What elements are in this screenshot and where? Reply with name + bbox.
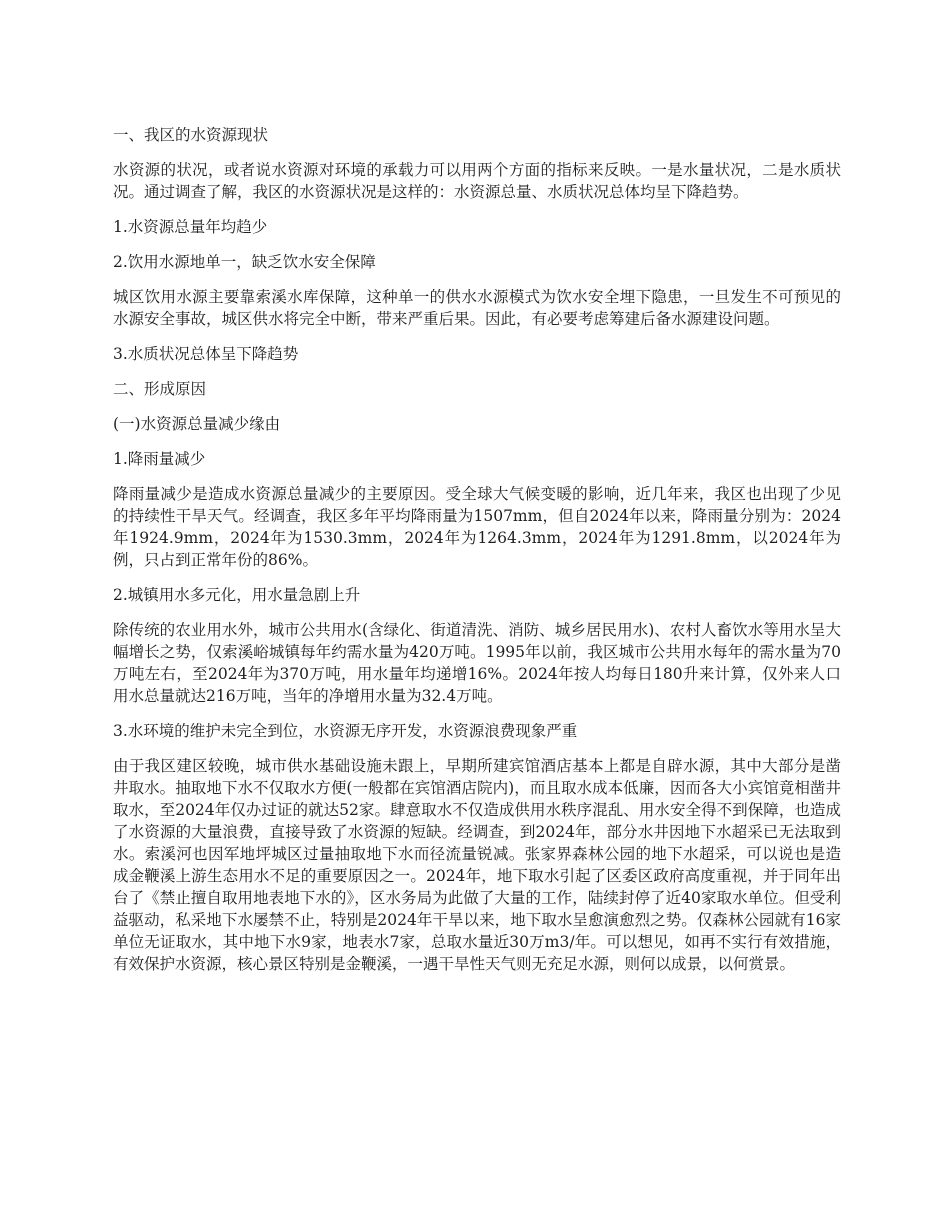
subheading-quality-decline: 3.水质状况总体呈下降趋势 <box>113 345 299 363</box>
section-heading-2: 二、形成原因 <box>113 380 207 398</box>
subheading-total-decrease: 1.水资源总量年均趋少 <box>113 218 268 236</box>
document-body <box>113 124 841 988</box>
paragraph-environment: 由于我区建区较晚，城市供水基础设施未跟上，早期所建宾馆酒店基本上都是自辟水源，其中大部分是凿井取水。抽取地下水不仅取水方便(一般都在宾馆酒店院内)，而且取水成本低廉，因而各大小宾馆竟相凿井取水，至2024年仅办过证的就达52家。肆意取水不仅造成供用水秩序混乱、用水安全得不到保障，也造成了水资源的大量浪费，直接导致了水资源的短缺。经调查，到2024年，部分水井因地下水超采已无法取到水。索溪河也因军地坪城区过量抽取地下水而径流量锐减。张家界森林公园的地下水超采，可以说也是造成金鞭溪上游生态用水不足的重要原因之一。2024年，地下取水引起了区委区政府高度重视，并于同年出台了《禁止擅自取用地表地下水的》，区水务局为此做了大量的工作，陆续封停了近40家取水单位。但受利益驱动，私采地下水屡禁不止，特别是2024年干旱以来，地下取水呈愈演愈烈之势。仅森林公园就有16家单位无证取水，其中地下水9家，地表水7家，总取水量近30万m3/年。可以想见，如再不实行有效措施，有效保护水资源，核心景区特别是金鞭溪，一遇干旱性天气则无充足水源，则何以成景，以何赏景。 <box>113 757 841 973</box>
paragraph-urban-usage: 除传统的农业用水外，城市公共用水(含绿化、街道清洗、消防、城乡居民用水)、农村人畜饮水等用水呈大幅增长之势，仅索溪峪城镇每年约需水量为420万吨。1995年以前，我区城市公共用水每年的需水量为70万吨左右，至2024年为370万吨，用水量年均递增16%。2024年按人均每日180升来计算，仅外来人口用水总量就达216万吨，当年的净增用水量为32.4万吨。 <box>113 621 841 705</box>
section-heading-1: 一、我区的水资源现状 <box>113 126 269 144</box>
subheading-single-source: 2.饮用水源地单一，缺乏饮水安全保障 <box>113 253 376 271</box>
paragraph-rainfall: 降雨量减少是造成水资源总量减少的主要原因。受全球大气候变暖的影响，近几年来，我区也出现了少见的持续性干旱天气。经调查，我区多年平均降雨量为1507mm，但自2024年以来，降雨量分别为：2024年1924.9mm，2024年为1530.3mm，2024年为1264.3mm，2024年为1291.8mm，以2024年为例，只占到正常年份的86%。 <box>113 485 841 569</box>
subheading-environment: 3.水环境的维护未完全到位，水资源无序开发，水资源浪费现象严重 <box>113 722 578 740</box>
paragraph-single-source: 城区饮用水源主要靠索溪水库保障，这种单一的供水水源模式为饮水安全埋下隐患，一旦发生不可预见的水源安全事故，城区供水将完全中断，带来严重后果。因此，有必要考虑筹建后备水源建设问题。 <box>113 288 841 328</box>
subheading-urban-usage: 2.城镇用水多元化，用水量急剧上升 <box>113 586 361 604</box>
subheading-rainfall: 1.降雨量减少 <box>113 450 206 468</box>
paragraph-water-status: 水资源的状况，或者说水资源对环境的承载力可以用两个方面的指标来反映。一是水量状况，二是水质状况。通过调查了解，我区的水资源状况是这样的：水资源总量、水质状况总体均呈下降趋势。 <box>113 161 841 201</box>
subsection-heading-1: (一)水资源总量减少缘由 <box>113 415 281 433</box>
